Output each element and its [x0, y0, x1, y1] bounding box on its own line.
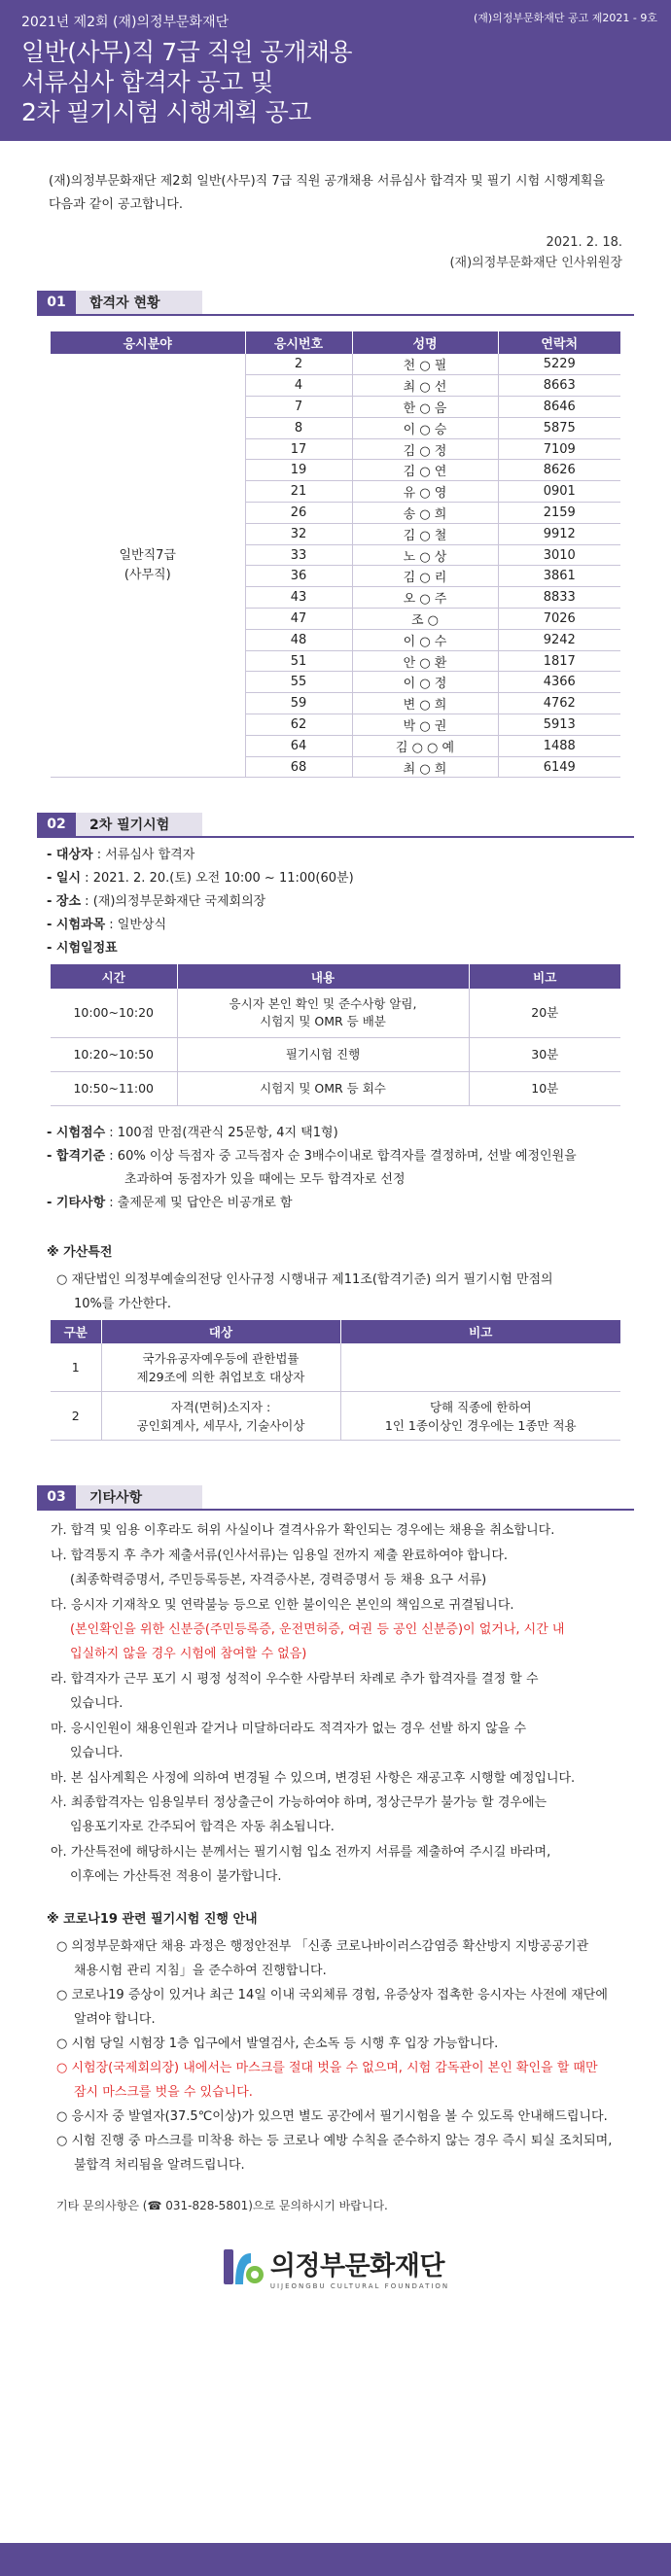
announcing-organization: (재)의정부문화재단 인사위원장 [449, 256, 622, 270]
content-line: 시험지 및 OMR 등 배분 [260, 1014, 386, 1029]
table-row [51, 1392, 620, 1441]
column-header: 구분 [51, 1320, 101, 1343]
dateline [0, 217, 671, 273]
covid-line: ○ 의정부문화재단 채용 과정은 행정안전부 「신종 코로나바이러스감염증 확산방지 지방공공기관 [56, 1938, 589, 1954]
applicant-contact: 2159 [498, 503, 620, 524]
info-line: - 시험과목 : 일반상식 [47, 918, 167, 933]
applicant-name: 최 ○ 희 [352, 756, 498, 778]
footer-bar [0, 2543, 671, 2576]
applicant-name: 김 ○ 연 [352, 460, 498, 481]
applicant-name: 이 ○ 정 [352, 672, 498, 693]
covid-title: ※ 코로나19 관련 필기시험 진행 안내 [47, 1911, 258, 1927]
info-line: - 장소 : (재)의정부문화재단 국제회의장 [47, 894, 266, 910]
schedule-time: 10:50~11:00 [51, 1071, 177, 1105]
content-line: 시험지 및 OMR 등 회수 [260, 1080, 386, 1096]
note-line: 있습니다. [70, 1746, 124, 1761]
field-cell [51, 354, 245, 778]
covid-line: 채용시험 관리 지침」을 준수하여 진행합니다. [74, 1963, 327, 1978]
applicant-contact: 7109 [498, 438, 620, 460]
logo-name: 의정부문화재단 [269, 2250, 444, 2281]
note-line: 이후에는 가산특전 적용이 불가합니다. [70, 1869, 282, 1885]
bonus-no: 2 [51, 1392, 101, 1441]
bonus-note [340, 1392, 620, 1441]
logo-text [270, 2245, 449, 2290]
column-header: 응시분야 [51, 331, 245, 354]
applicant-name: 노 ○ 상 [352, 544, 498, 566]
section-title: 2차 필기시험 [76, 813, 202, 836]
applicant-contact: 5229 [498, 354, 620, 375]
content-line: 응시자 본인 확인 및 준수사항 알림, [229, 996, 417, 1012]
target-line: 국가유공자예우등에 관한법률 [142, 1350, 300, 1366]
column-header: 내용 [177, 964, 469, 989]
note-line: 마. 응시인원이 채용인원과 같거나 미달하더라도 적격자가 없는 경우 선발 하지 않을 수 [51, 1721, 527, 1736]
applicant-contact: 6149 [498, 756, 620, 778]
schedule-content [177, 989, 469, 1037]
rule-line: - 기타사항 : 출제문제 및 답안은 비공개로 함 [47, 1195, 293, 1210]
applicant-contact: 4366 [498, 672, 620, 693]
title-line: 서류심사 합격자 공고 및 [21, 68, 273, 96]
applicant-name: 송 ○ 희 [352, 503, 498, 524]
column-header: 대상 [101, 1320, 340, 1343]
field-line: 일반직7급 [119, 547, 176, 563]
applicant-name: 안 ○ 환 [352, 650, 498, 672]
other-notes [0, 1518, 671, 1889]
intro-text [0, 141, 671, 217]
applicant-name: 김 ○ 철 [352, 523, 498, 544]
bonus-target [101, 1392, 340, 1441]
applicant-contact: 9242 [498, 629, 620, 650]
applicant-contact: 8626 [498, 460, 620, 481]
section-number: 03 [37, 1485, 76, 1509]
logo-subtitle: UIJEONGBU CULTURAL FOUNDATION [269, 2281, 450, 2290]
schedule-note: 20분 [469, 989, 620, 1037]
applicant-number: 36 [245, 566, 352, 587]
note-line: 라. 합격자가 근무 포기 시 평정 성적이 우수한 사람부터 차례로 추가 합격자를 결정 할 수 [51, 1671, 539, 1687]
title-line: 일반(사무)직 7급 직원 공개채용 [21, 38, 353, 66]
note-line: 사. 최종합격자는 임용일부터 정상출근이 가능하여야 하며, 정상근무가 불가능 할 경우에는 [51, 1794, 547, 1810]
target-line: 공인회계사, 세무사, 기술사이상 [136, 1417, 305, 1433]
schedule-table [51, 964, 620, 1106]
applicant-contact: 3861 [498, 566, 620, 587]
schedule-note: 30분 [469, 1037, 620, 1071]
applicant-name: 김 ○ 리 [352, 566, 498, 587]
table-header-row [51, 964, 620, 989]
note-line: 입실하지 않을 경우 시험에 참여할 수 없음) [70, 1647, 307, 1662]
column-header: 응시번호 [245, 331, 352, 354]
schedule-table-body [51, 989, 620, 1105]
applicant-name: 한 ○ 음 [352, 397, 498, 418]
page-title [21, 37, 650, 127]
bonus-note [340, 1343, 620, 1392]
section-title: 기타사항 [76, 1485, 202, 1509]
applicant-number: 47 [245, 609, 352, 630]
applicant-contact: 5875 [498, 417, 620, 438]
bonus-no: 1 [51, 1343, 101, 1392]
table-header-row [51, 331, 620, 354]
applicant-contact: 5913 [498, 714, 620, 736]
table-row [51, 1037, 620, 1071]
schedule-time: 10:20~10:50 [51, 1037, 177, 1071]
announcement-date: 2021. 2. 18. [546, 235, 622, 250]
applicant-contact: 8833 [498, 587, 620, 609]
applicant-number: 8 [245, 417, 352, 438]
pre-title: 2021년 제2회 (재)의정부문화재단 [21, 15, 230, 30]
covid-line: 잠시 마스크를 벗을 수 있습니다. [74, 2084, 253, 2100]
applicant-name: 김 ○ ○ 예 [352, 735, 498, 756]
applicant-number: 33 [245, 544, 352, 566]
passer-table-body [51, 354, 620, 778]
column-header: 성명 [352, 331, 498, 354]
applicant-number: 51 [245, 650, 352, 672]
column-header: 비고 [340, 1320, 620, 1343]
note-line: 가. 합격 및 임용 이후라도 허위 사실이나 결격사유가 확인되는 경우에는 채용을 취소합니다. [51, 1523, 555, 1539]
note-line: 나. 합격통지 후 추가 제출서류(인사서류)는 임용일 전까지 제출 완료하여야 합니다. [51, 1548, 509, 1563]
rule-line: - 시험점수 : 100점 만점(객관식 25문항, 4지 택1형) [47, 1125, 338, 1140]
bonus-line: ○ 재단법인 의정부예술의전당 인사규정 시행내규 제11조(합격기준) 의거 필기시험 만점의 [56, 1271, 553, 1287]
applicant-contact: 7026 [498, 609, 620, 630]
applicant-number: 2 [245, 354, 352, 375]
info-line: - 시험일정표 [47, 941, 118, 957]
applicant-number: 19 [245, 460, 352, 481]
covid-line: ○ 응시자 중 발열자(37.5℃이상)가 있으면 별도 공간에서 필기시험을 볼 수 있도록 안내해드립니다. [56, 2108, 608, 2124]
applicant-name: 박 ○ 권 [352, 714, 498, 736]
content-line: 필기시험 진행 [285, 1046, 361, 1062]
applicant-number: 26 [245, 503, 352, 524]
note-line: 임용포기자로 간주되어 합격은 자동 취소됩니다. [70, 1820, 335, 1835]
covid-line: 불합격 처리됨을 알려드립니다. [74, 2157, 245, 2173]
applicant-number: 64 [245, 735, 352, 756]
note-line: 다. 응시자 기재착오 및 연락불능 등으로 인한 불이익은 본인의 책임으로 귀결됩니다. [51, 1597, 514, 1613]
header-banner [0, 0, 671, 141]
note-line: 바. 본 심사계획은 사정에 의하여 변경될 수 있으며, 변경된 사항은 재공고후 시행할 예정입니다. [51, 1770, 576, 1786]
table-row [51, 1071, 620, 1105]
target-line: 자격(면허)소지자 : [170, 1399, 271, 1414]
section-header-3 [37, 1485, 634, 1511]
covid-line: ○ 코로나19 증상이 있거나 최근 14일 이내 국외체류 경험, 유증상자 접촉한 응시자는 사전에 재단에 [56, 1987, 608, 2002]
note-line: 있습니다. [70, 1696, 124, 1712]
note-line: (본인확인을 위한 신분증(주민등록증, 운전면허증, 여권 등 공인 신분증)이 없거나, 시간 내 [70, 1622, 565, 1638]
applicant-number: 62 [245, 714, 352, 736]
target-line: 제29조에 의한 취업보호 대상자 [136, 1369, 305, 1384]
document-number: (재)의정부문화재단 공고 제2021 - 9호 [473, 12, 657, 24]
applicant-contact: 1817 [498, 650, 620, 672]
table-row [51, 1343, 620, 1392]
covid-notes [0, 1934, 671, 2177]
schedule-content [177, 1037, 469, 1071]
applicant-name: 이 ○ 수 [352, 629, 498, 650]
intro-line: 다음과 같이 공고합니다. [49, 197, 183, 212]
info-line: - 일시 : 2021. 2. 20.(토) 오전 10:00 ~ 11:00(60분) [47, 871, 354, 887]
applicant-number: 4 [245, 375, 352, 397]
applicant-contact: 1488 [498, 735, 620, 756]
bonus-text [0, 1268, 671, 1316]
table-row [51, 989, 620, 1037]
info-line: - 대상자 : 서류심사 합격자 [47, 848, 195, 863]
exam-info [0, 844, 671, 960]
applicant-number: 17 [245, 438, 352, 460]
bonus-target [101, 1343, 340, 1392]
applicant-contact: 9912 [498, 523, 620, 544]
applicant-number: 48 [245, 629, 352, 650]
applicant-contact: 4762 [498, 693, 620, 714]
schedule-note: 10분 [469, 1071, 620, 1105]
section-number: 02 [37, 813, 76, 836]
note-line: 아. 가산특전에 해당하시는 분께서는 필기시험 입소 전까지 서류를 제출하여 주시길 바라며, [51, 1844, 551, 1860]
bonus-title: ※ 가산특전 [47, 1244, 113, 1260]
section-header-1 [37, 291, 634, 316]
table-row [51, 354, 620, 375]
applicant-name: 유 ○ 영 [352, 481, 498, 503]
applicant-number: 32 [245, 523, 352, 544]
applicant-name: 오 ○ 주 [352, 587, 498, 609]
contact-note: 기타 문의사항은 (☎ 031-828-5801)으로 문의하시기 바랍니다. [56, 2198, 388, 2212]
applicant-name: 변 ○ 희 [352, 693, 498, 714]
applicant-number: 21 [245, 481, 352, 503]
applicant-number: 55 [245, 672, 352, 693]
passer-table [51, 331, 620, 778]
applicant-name: 김 ○ 정 [352, 438, 498, 460]
covid-line: ○ 시험 당일 시험장 1층 입구에서 발열검사, 손소독 등 시행 후 입장 가능합니다. [56, 2036, 499, 2051]
note-line: 1인 1종이상인 경우에는 1종만 적용 [384, 1417, 577, 1433]
foundation-logo [0, 2245, 671, 2290]
applicant-contact: 0901 [498, 481, 620, 503]
applicant-contact: 3010 [498, 544, 620, 566]
schedule-time: 10:00~10:20 [51, 989, 177, 1037]
table-header-row [51, 1320, 620, 1343]
title-line: 2차 필기시험 시행계획 공고 [21, 98, 311, 126]
applicant-name: 최 ○ 선 [352, 375, 498, 397]
bonus-line-cont: 10%를 가산한다. [74, 1296, 171, 1311]
section-number: 01 [37, 291, 76, 314]
note-line: (최종학력증명서, 주민등록등본, 자격증사본, 경력증명서 등 채용 요구 서류) [70, 1573, 487, 1588]
applicant-contact: 8663 [498, 375, 620, 397]
covid-line: 알려야 합니다. [74, 2011, 156, 2027]
applicant-number: 7 [245, 397, 352, 418]
applicant-name: 이 ○ 승 [352, 417, 498, 438]
applicant-name: 조 ○ [352, 609, 498, 630]
column-header: 연락처 [498, 331, 620, 354]
applicant-number: 68 [245, 756, 352, 778]
bonus-table [51, 1320, 620, 1442]
column-header: 시간 [51, 964, 177, 989]
applicant-name: 천 ○ 필 [352, 354, 498, 375]
rule-line-cont: 초과하여 동점자가 있을 때에는 모두 합격자로 선정 [124, 1171, 406, 1187]
bonus-table-body [51, 1343, 620, 1441]
section-title: 합격자 현황 [76, 291, 202, 314]
covid-line: ○ 시험 진행 중 마스크를 미착용 하는 등 코로나 예방 수칙을 준수하지 않는 경우 즉시 퇴실 조치되며, [56, 2133, 613, 2148]
covid-line: ○ 시험장(국제회의장) 내에서는 마스크를 절대 벗을 수 없으며, 시험 감독관이 본인 확인을 할 때만 [56, 2060, 598, 2075]
logo-mark-icon [222, 2245, 265, 2288]
applicant-number: 59 [245, 693, 352, 714]
section-header-2 [37, 813, 634, 838]
applicant-contact: 8646 [498, 397, 620, 418]
rule-line: - 합격기준 : 60% 이상 득점자 중 고득점자 순 3배수이내로 합격자를 결정하며, 선발 예정인원을 [47, 1148, 577, 1164]
applicant-number: 43 [245, 587, 352, 609]
schedule-content [177, 1071, 469, 1105]
column-header: 비고 [469, 964, 620, 989]
exam-rules [0, 1122, 671, 1215]
field-line: (사무직) [124, 567, 171, 582]
intro-line: (재)의정부문화재단 제2회 일반(사무)직 7급 직원 공개채용 서류심사 합격자 및 필기 시험 시행계획을 [49, 174, 606, 189]
note-line: 당해 직종에 한하여 [429, 1399, 532, 1414]
